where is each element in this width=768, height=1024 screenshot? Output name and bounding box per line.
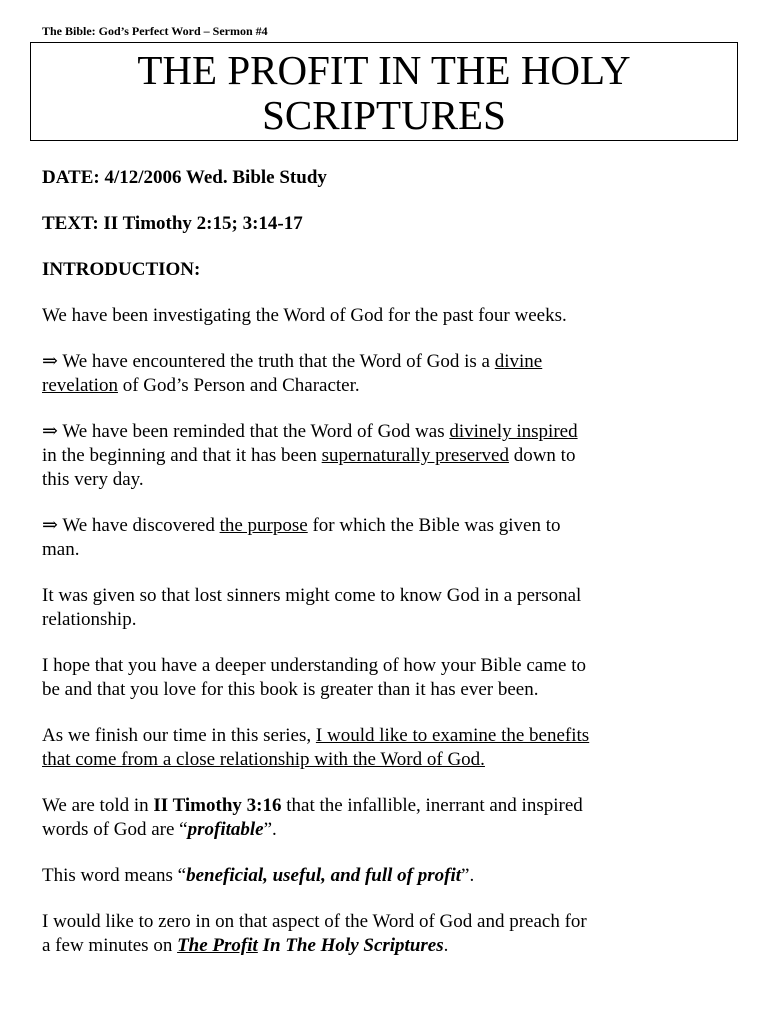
sermon-body: [42, 166, 732, 958]
paragraph-2: ⇒ We have encountered the truth that the Word of God is a divine revelation of God’s Person and Character.: [42, 351, 543, 396]
sermon-title-line-2: SCRIPTURES: [262, 92, 506, 138]
arrow-icon: ⇒: [42, 351, 58, 372]
emphasized-phrase: beneficial, useful, and full of profit: [186, 865, 462, 886]
underlined-phrase: that come from a close relationship with the Word of God.: [42, 749, 485, 770]
running-header: The Bible: God’s Perfect Word – Sermon #4: [42, 24, 268, 38]
paragraph-3: ⇒ We have been reminded that the Word of God was divinely inspired in the beginning and that it has been supernaturally preserved down to this very day.: [42, 421, 578, 490]
introduction-heading: INTRODUCTION:: [42, 259, 201, 280]
underlined-phrase: I would like to examine the benefits: [315, 725, 590, 746]
scripture-reference: II Timothy 3:16: [153, 795, 282, 816]
paragraph-6: I hope that you have a deeper understanding of how your Bible came to be and that you love for this book is greater than it has ever been.: [42, 655, 586, 700]
paragraph-9: This word means “beneficial, useful, and full of profit”.: [42, 865, 475, 886]
arrow-icon: ⇒: [42, 421, 58, 442]
paragraph-5: It was given so that lost sinners might come to know God in a personal relationship.: [42, 585, 582, 630]
paragraph-10: I would like to zero in on that aspect of the Word of God and preach for a few minutes on The Profit In The Holy Scriptures.: [42, 911, 587, 956]
arrow-icon: ⇒: [42, 515, 58, 536]
date-line: DATE: 4/12/2006 Wed. Bible Study: [42, 167, 327, 188]
paragraph-7: As we finish our time in this series, I would like to examine the benefits that come from a close relationship with the Word of God.: [42, 725, 590, 770]
paragraph-4: ⇒ We have discovered the purpose for which the Bible was given to man.: [42, 515, 561, 560]
underlined-phrase: revelation: [42, 375, 118, 396]
emphasized-title: The Profit: [177, 935, 258, 956]
underlined-phrase: supernaturally preserved: [321, 445, 509, 466]
sermon-title-box: [30, 42, 738, 141]
paragraph-8: We are told in II Timothy 3:16 that the infallible, inerrant and inspired words of God are “profitable”.: [42, 795, 583, 840]
emphasized-title: In The Holy Scriptures: [257, 935, 444, 956]
sermon-title-line-1: THE PROFIT IN THE HOLY: [137, 47, 631, 93]
underlined-phrase: divinely inspired: [449, 421, 578, 442]
scripture-text-line: TEXT: II Timothy 2:15; 3:14-17: [42, 213, 303, 234]
emphasized-word: profitable: [187, 819, 264, 840]
paragraph-1: We have been investigating the Word of God for the past four weeks.: [42, 305, 567, 326]
underlined-phrase: the purpose: [219, 515, 308, 536]
underlined-phrase: divine: [494, 351, 543, 372]
